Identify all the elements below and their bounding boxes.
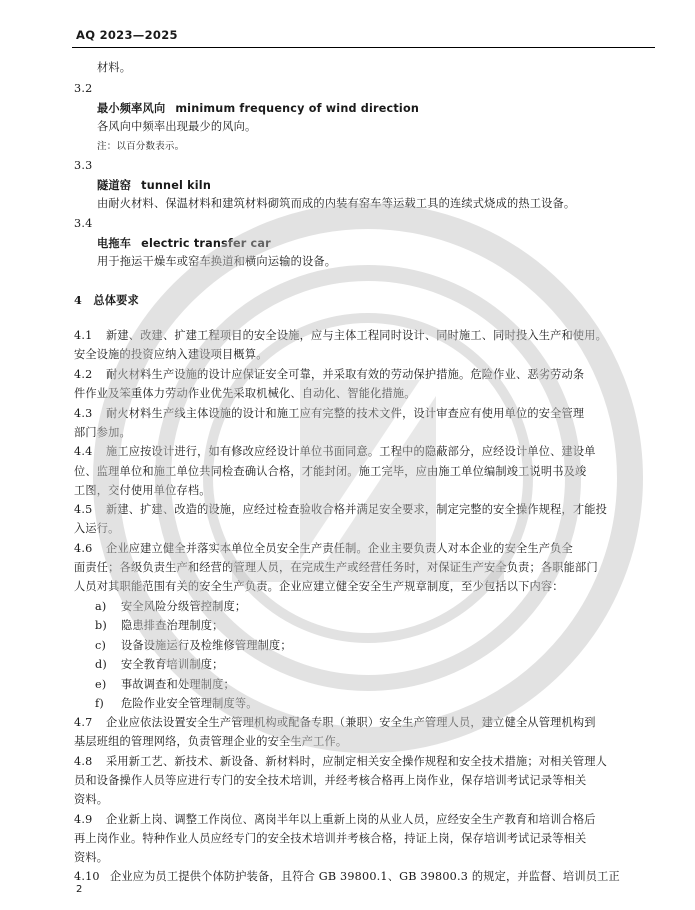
clause-text: 施工应按设计进行，如有修改应经设计单位书面同意。工程中的隐蔽部分，应经设计单位、建设单	[106, 445, 596, 458]
clause-line: 安全设施的投资应纳入建设项目概算。	[74, 348, 268, 361]
clause-text: 企业应为员工提供个体防护装备，且符合 GB 39800.1、GB 39800.3 的规定，并监督、培训员工正	[110, 870, 620, 883]
list-text: 安全风险分级管控制度；	[121, 600, 247, 613]
term-cn: 隧道窑	[97, 178, 132, 192]
clause-line	[74, 367, 584, 383]
term-en: minimum frequency of wind direction	[175, 102, 420, 115]
definition-note: 注：以百分数表示。	[97, 141, 185, 152]
header-rule	[72, 47, 655, 48]
term-cn: 电拖车	[97, 236, 132, 250]
definition-number: 3.2	[74, 82, 93, 95]
list-text: 事故调查和处理制度；	[121, 678, 235, 691]
clause-text: 企业新上岗、调整工作岗位、离岗半年以上重新上岗的从业人员，应经安全生产教育和培训合格后	[106, 813, 596, 826]
definition-term	[97, 100, 419, 117]
list-item	[95, 657, 224, 673]
clause-text: 采用新工艺、新技术、新设备、新材料时，应制定相关安全操作规程和安全技术措施；对相关管理人	[106, 755, 608, 768]
clause-number: 4.2	[74, 368, 93, 381]
clause-line: 面责任；各级负责生产和经营的管理人员，在完成生产或经营任务时，对保证生产安全负责；各职能部门	[74, 561, 598, 574]
clause-number: 4.10	[74, 870, 100, 883]
list-label: d)	[95, 658, 107, 671]
term-en: tunnel kiln	[141, 179, 212, 192]
clause-text: 新建、扩建、改造的设施，应经过检查验收合格并满足安全要求，制定完整的安全操作规程，才能投	[106, 503, 608, 516]
clause-line	[74, 541, 573, 557]
definition-text: 由耐火材料、保温材料和建筑材料砌筑而成的内装有窑车等运载工具的连续式烧成的热工设备。	[97, 197, 576, 210]
term-cn: 最小频率风向	[97, 101, 166, 115]
clause-line: 基层班组的管理网络，负责管理企业的安全生产工作。	[74, 735, 348, 748]
list-text: 设备设施运行及检维修管理制度；	[121, 639, 292, 652]
term-en: electric transfer car	[141, 237, 271, 250]
definition-number: 3.4	[74, 217, 93, 230]
clause-number: 4.5	[74, 503, 93, 516]
clause-line: 工图，交付使用单位存档。	[74, 484, 211, 497]
list-item	[95, 599, 246, 615]
list-item	[95, 677, 235, 693]
definition-number: 3.3	[74, 159, 93, 172]
clause-line: 再上岗作业。特种作业人员应经专门的安全技术培训并考核合格，持证上岗，保存培训考试记录等相关	[74, 832, 587, 845]
list-label: c)	[95, 639, 107, 652]
clause-line: 资料。	[74, 793, 109, 806]
clause-line: 入运行。	[74, 522, 120, 535]
clause-line: 人员对其职能范围有关的安全生产负责。企业应建立健全安全生产规章制度，至少包括以下内容：	[74, 580, 564, 593]
standard-header: AQ 2023—2025	[76, 28, 178, 42]
clause-line: 位、监理单位和施工单位共同检查确认合格，才能封闭。施工完毕，应由施工单位编制竣工说明书及竣	[74, 465, 587, 478]
definition-term	[97, 235, 271, 252]
clause-line: 部门参加。	[74, 426, 131, 439]
list-label: a)	[95, 600, 107, 613]
list-label: f)	[95, 697, 104, 710]
clause-number: 4.4	[74, 445, 93, 458]
clause-line	[74, 754, 607, 770]
clause-line: 员和设备操作人员等应进行专门的安全技术培训，并经考核合格再上岗作业，保存培训考试记录等相关	[74, 774, 587, 787]
page-number: 2	[76, 884, 83, 895]
clause-line: 资料。	[74, 851, 109, 864]
clause-text: 耐火材料生产设施的设计应保证安全可靠，并采取有效的劳动保护措施。危险作业、恶劣劳动条	[106, 368, 585, 381]
definition-text: 各风向中频率出现最少的风向。	[97, 120, 257, 133]
clause-number: 4.7	[74, 716, 93, 729]
clause-line	[74, 869, 620, 885]
clause-number: 4.9	[74, 813, 93, 826]
clause-line	[74, 502, 607, 518]
clause-text: 企业应依法设置安全生产管理机构或配备专职（兼职）安全生产管理人员，建立健全从管理机构到	[106, 716, 596, 729]
definition-term	[97, 177, 211, 194]
clause-number: 4.3	[74, 407, 93, 420]
list-label: b)	[95, 619, 107, 632]
intro-tail: 材料。	[97, 61, 132, 74]
clause-number: 4.8	[74, 755, 93, 768]
clause-line	[74, 328, 607, 344]
clause-number: 4.1	[74, 329, 93, 342]
definition-text: 用于拖运干燥车或窑车换道和横向运输的设备。	[97, 255, 337, 268]
list-item	[95, 618, 224, 634]
clause-line: 件作业及笨重体力劳动作业优先采取机械化、自动化、智能化措施。	[74, 387, 416, 400]
clause-line	[74, 812, 596, 828]
list-label: e)	[95, 678, 107, 691]
list-item	[95, 696, 258, 712]
clause-text: 企业应建立健全并落实本单位全员安全生产责任制。企业主要负责人对本企业的安全生产负全	[106, 542, 573, 555]
clause-text: 新建、改建、扩建工程项目的安全设施，应与主体工程同时设计、同时施工、同时投入生产和使用。	[106, 329, 608, 342]
clause-text: 耐火材料生产线主体设施的设计和施工应有完整的技术文件，设计审查应有使用单位的安全管理	[106, 407, 585, 420]
list-text: 危险作业安全管理制度等。	[121, 697, 258, 710]
section-heading: 4 总体要求	[74, 293, 139, 307]
clause-number: 4.6	[74, 542, 93, 555]
list-text: 隐患排查治理制度；	[121, 619, 224, 632]
clause-line	[74, 406, 584, 422]
list-text: 安全教育培训制度；	[121, 658, 224, 671]
clause-line	[74, 444, 596, 460]
clause-line	[74, 715, 596, 731]
list-item	[95, 638, 292, 654]
